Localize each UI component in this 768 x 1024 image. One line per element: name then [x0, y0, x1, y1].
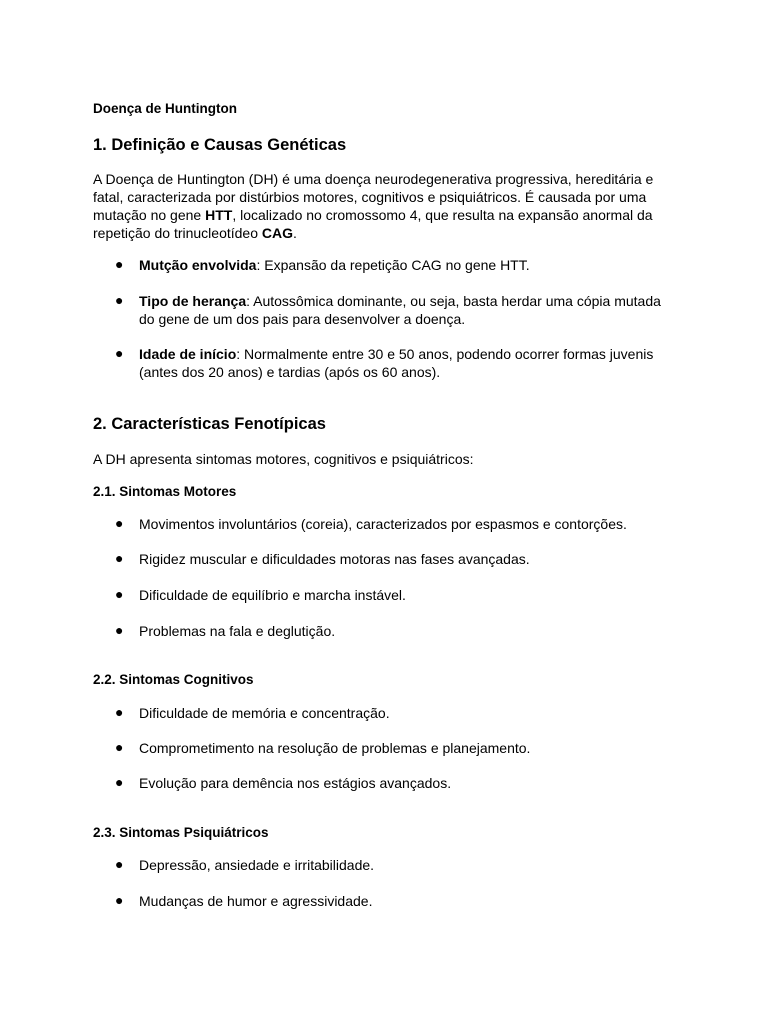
bullet-icon: ● [115, 739, 124, 755]
bullet-icon: ● [115, 856, 124, 872]
subsection-psych-heading: 2.3. Sintomas Psiquiátricos [93, 825, 269, 840]
list-item: Dificuldade de equilíbrio e marcha instável. [139, 587, 406, 603]
list-item [139, 292, 679, 328]
list-item: Evolução para demência nos estágios avançados. [139, 775, 452, 791]
bullet-icon: ● [115, 292, 124, 308]
list-item: Comprometimento na resolução de problemas e planejamento. [139, 740, 531, 756]
bullet-icon: ● [115, 550, 124, 566]
subsection-cognitive-heading: 2.2. Sintomas Cognitivos [93, 672, 254, 687]
list-item-text: : Normalmente entre 30 e 50 anos, podendo ocorrer formas juvenis (antes dos 20 anos) e tardias (após os 60 anos). [139, 346, 654, 380]
bullet-icon: ● [115, 622, 124, 638]
bullet-icon: ● [115, 515, 124, 531]
para-bold-cag: CAG [261, 225, 294, 241]
list-item-term: Tipo de herança [139, 293, 247, 309]
list-item-term: Mutção envolvida [139, 257, 257, 273]
list-item-term: Idade de início [139, 346, 237, 362]
subsection-motor-heading: 2.1. Sintomas Motores [93, 484, 237, 499]
section-1-paragraph [93, 170, 673, 242]
bullet-icon: ● [115, 586, 124, 602]
list-item [139, 256, 679, 274]
list-item: Mudanças de humor e agressividade. [139, 893, 373, 909]
para-bold-htt: HTT [205, 207, 233, 223]
bullet-icon: ● [115, 704, 124, 720]
list-item [139, 345, 679, 381]
para-text-3: . [293, 225, 297, 241]
bullet-icon: ● [115, 256, 124, 272]
para-text-1: A Doença de Huntington (DH) é uma doença neurodegenerativa progressiva, hereditária e fatal, caracterizada por distúrbios motores, cognitivos e psiquiátricos. É causada por uma mutação no gene [93, 171, 654, 223]
document-title: Doença de Huntington [93, 101, 237, 116]
section-2-intro: A DH apresenta sintomas motores, cognitivos e psiquiátricos: [93, 451, 474, 467]
para-text-2: , localizado no cromossomo 4, que resulta na expansão anormal da repetição do trinucleotídeo [93, 207, 653, 241]
list-item: Rigidez muscular e dificuldades motoras nas fases avançadas. [139, 551, 530, 567]
list-item: Movimentos involuntários (coreia), caracterizados por espasmos e contorções. [139, 516, 627, 532]
list-item: Problemas na fala e deglutição. [139, 623, 336, 639]
list-item-text: : Expansão da repetição CAG no gene HTT. [256, 257, 530, 273]
list-item: Depressão, ansiedade e irritabilidade. [139, 857, 375, 873]
bullet-icon: ● [115, 774, 124, 790]
bullet-icon: ● [115, 345, 124, 361]
section-1-heading: 1. Definição e Causas Genéticas [93, 136, 347, 154]
list-item-text: : Autossômica dominante, ou seja, basta herdar uma cópia mutada do gene de um dos pais para desenvolver a doença. [139, 293, 661, 327]
section-2-heading: 2. Características Fenotípicas [93, 415, 326, 433]
list-item: Dificuldade de memória e concentração. [139, 705, 390, 721]
bullet-icon: ● [115, 892, 124, 908]
